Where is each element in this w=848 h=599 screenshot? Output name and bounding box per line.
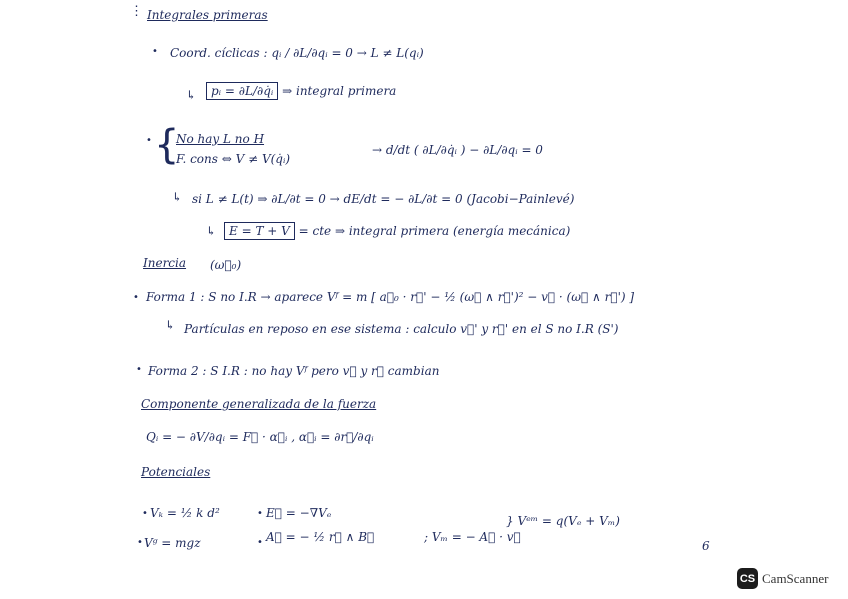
coord-ciclicas-line: Coord. cíclicas : qᵢ / ∂L/∂qᵢ = 0 → L ≠ L(qᵢ) <box>170 46 424 60</box>
arrow-icon: ↳ <box>206 224 217 238</box>
particulas-line: Partículas en reposo en ese sistema : calculo v⃗' y r⃗' en el S no I.R (S') <box>184 322 619 336</box>
energy-note: = cte ⇒ integral primera (energía mecánica) <box>298 224 571 238</box>
page-title: Integrales primeras <box>147 8 268 22</box>
momentum-equation: pᵢ = ∂L/∂q̇ᵢ <box>206 82 278 100</box>
arrow-icon: ↳ <box>186 88 197 102</box>
momentum-box <box>206 84 396 98</box>
omega-label: (ω⃗₀) <box>210 258 242 272</box>
bullet-icon: • <box>146 135 152 146</box>
arrow-icon: ↳ <box>172 190 183 204</box>
bullet-icon: • <box>152 46 158 57</box>
electric-field: E⃗ = −∇Vₑ <box>266 506 332 520</box>
momentum-note: ⇒ integral primera <box>282 84 397 98</box>
camscanner-watermark <box>737 568 828 589</box>
bullet-icon: • <box>142 508 148 519</box>
bullet-icon: • <box>137 537 143 548</box>
forma2-line: Forma 2 : S I.R : no hay Vᶠ pero v⃗ y r⃗ cambian <box>148 364 440 378</box>
bullet-icon: • <box>133 292 139 303</box>
componente-equation: Qᵢ = − ∂V/∂qᵢ = F⃗ · α⃗ᵢ , α⃗ᵢ = ∂r⃗/∂qᵢ <box>146 430 374 444</box>
lagrange-equation: → d/dt ( ∂L/∂q̇ᵢ ) − ∂L/∂qᵢ = 0 <box>372 143 543 157</box>
inercia-heading: Inercia <box>143 256 187 270</box>
camscanner-text: CamScanner <box>762 570 829 586</box>
energy-equation: E = T + V <box>224 222 295 240</box>
margin-mark: ⋮ <box>130 4 143 19</box>
bullet-icon: • <box>136 364 142 375</box>
gravity-potential: Vᵍ = mgz <box>144 536 201 550</box>
brace-icon: { <box>154 122 180 168</box>
fuerza-cons-line: F. cons ⇔ V ≠ V(q̇ᵢ) <box>176 152 291 166</box>
page-number: 6 <box>702 539 710 553</box>
jacobi-line: si L ≠ L(t) ⇒ ∂L/∂t = 0 → dE/dt = − ∂L/∂t = 0 (Jacobi−Painlevé) <box>192 192 575 206</box>
bullet-icon: • <box>257 537 263 548</box>
camscanner-logo-icon: CS <box>737 568 758 589</box>
bullet-icon: • <box>257 508 263 519</box>
no-hay-line: No hay L no H <box>176 132 265 146</box>
arrow-icon: ↳ <box>165 318 176 332</box>
componente-heading: Componente generalizada de la fuerza <box>141 397 377 411</box>
elastic-potential: Vₖ = ½ k d² <box>150 506 220 520</box>
magnetic-potential: ; Vₘ = − A⃗ · v⃗ <box>424 530 521 544</box>
forma1-line: Forma 1 : S no I.R → aparece Vᶠ = m [ a⃗₀ · r⃗' − ½ (ω⃗ ∧ r⃗')² − v⃗ · (ω⃗ ∧ r⃗') ] <box>146 290 635 304</box>
energy-line <box>224 224 570 238</box>
em-potential: } Vᵉᵐ = q(Vₑ + Vₘ) <box>506 514 620 528</box>
potenciales-heading: Potenciales <box>141 465 211 479</box>
vector-potential: A⃗ = − ½ r⃗ ∧ B⃗ <box>266 530 375 544</box>
